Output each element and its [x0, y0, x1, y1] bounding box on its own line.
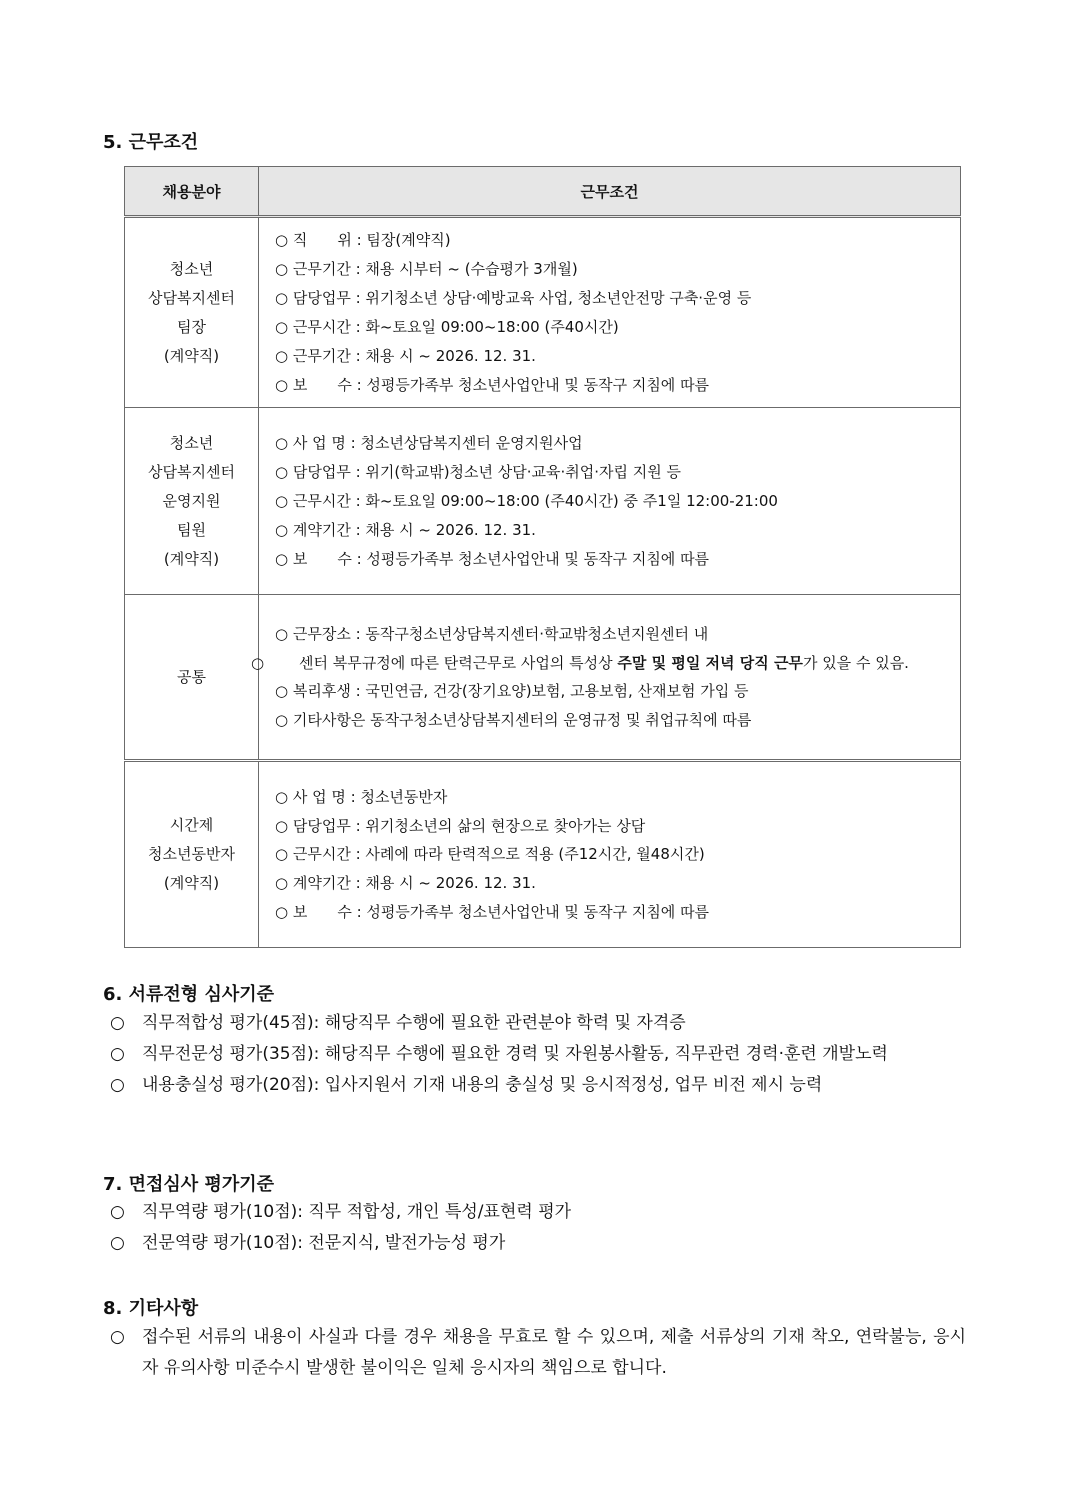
criteria-item: ○ 전문역량 평가(10점): 전문지식, 발전가능성 평가 [110, 1233, 506, 1253]
criteria-item: ○ 직무역량 평가(10점): 직무 적합성, 개인 특성/표현력 평가 [110, 1202, 572, 1222]
field-common: 공통 [125, 595, 259, 761]
field-operations-staff: 청소년 상담복지센터 운영지원 팀원 (계약직) [125, 408, 259, 595]
section-6-title: 6. 서류전형 심사기준 [103, 984, 274, 1005]
duty-emphasis: 주말 및 평일 저녁 당직 근무 [617, 653, 803, 672]
header-conditions: 근무조건 [259, 167, 961, 217]
note-item: ○ 접수된 서류의 내용이 사실과 다를 경우 채용을 무효로 할 수 있으며, 제출 서류상의 기재 착오, 연락불능, 응시자 유의사항 미준수시 발생한 불이익은 일체 응시자의 책임으로 합니다. [110, 1327, 966, 1378]
interview-criteria [110, 1197, 966, 1259]
conditions-operations-staff: ○ 사 업 명 : 청소년상담복지센터 운영지원사업 ○ 담당업무 : 위기(학교밖)청소년 상담·교육·취업·자립 지원 등 ○ 근무시간 : 화~토요일 09:00~18:00 (주40시간) 중 주1일 12:00-21:00 ○ 계약기간 : 채용 시 ~ 2026. 12. 31. ○ 보 수 : 성평등가족부 청소년사업안내 및 동작구 지침에 따름 [259, 408, 961, 595]
document-screening-criteria [110, 1008, 966, 1101]
flex-work-note: ○ 센터 복무규정에 따른 탄력근무로 사업의 특성상 주말 및 평일 저녁 당직 근무가 있을 수 있음. [251, 653, 909, 672]
section-8-title: 8. 기타사항 [103, 1298, 199, 1319]
conditions-common: ○ 근무장소 : 동작구청소년상담복지센터·학교밖청소년지원센터 내 ○ 센터 복무규정에 따른 탄력근무로 사업의 특성상 주말 및 평일 저녁 당직 근무가 있을 수 있음. ○ 복리후생 : 국민연금, 건강(장기요양)보험, 고용보험, 산재보험 가입 등 ○ 기타사항은 동작구청소년상담복지센터의 운영규정 및 취업규칙에 따름 [259, 595, 961, 761]
section-5-title: 5. 근무조건 [103, 132, 199, 153]
criteria-item: ○ 내용충실성 평가(20점): 입사지원서 기재 내용의 충실성 및 응시적정성, 업무 비전 제시 능력 [110, 1075, 823, 1095]
other-notes [110, 1322, 966, 1384]
criteria-item: ○ 직무적합성 평가(45점): 해당직무 수행에 필요한 관련분야 학력 및 자격증 [110, 1013, 686, 1033]
conditions-team-leader: ○ 직 위 : 팀장(계약직) ○ 근무기간 : 채용 시부터 ~ (수습평가 3개월) ○ 담당업무 : 위기청소년 상담·예방교육 사업, 청소년안전망 구축·운영 등 ○ 근무시간 : 화~토요일 09:00~18:00 (주40시간) ○ 근무기간 : 채용 시 ~ 2026. 12. 31. ○ 보 수 : 성평등가족부 청소년사업안내 및 동작구 지침에 따름 [259, 217, 961, 408]
criteria-item: ○ 직무전문성 평가(35점): 해당직무 수행에 필요한 경력 및 자원봉사활동, 직무관련 경력·훈련 개발노력 [110, 1044, 888, 1064]
field-youth-companion: 시간제 청소년동반자 (계약직) [125, 761, 259, 948]
field-team-leader: 청소년 상담복지센터 팀장 (계약직) [125, 217, 259, 408]
header-field: 채용분야 [125, 167, 259, 217]
section-7-title: 7. 면접심사 평가기준 [103, 1174, 274, 1195]
conditions-youth-companion: ○ 사 업 명 : 청소년동반자 ○ 담당업무 : 위기청소년의 삶의 현장으로 찾아가는 상담 ○ 근무시간 : 사례에 따라 탄력적으로 적용 (주12시간, 월48시간) ○ 계약기간 : 채용 시 ~ 2026. 12. 31. ○ 보 수 : 성평등가족부 청소년사업안내 및 동작구 지침에 따름 [259, 761, 961, 948]
work-conditions-table [124, 166, 961, 948]
